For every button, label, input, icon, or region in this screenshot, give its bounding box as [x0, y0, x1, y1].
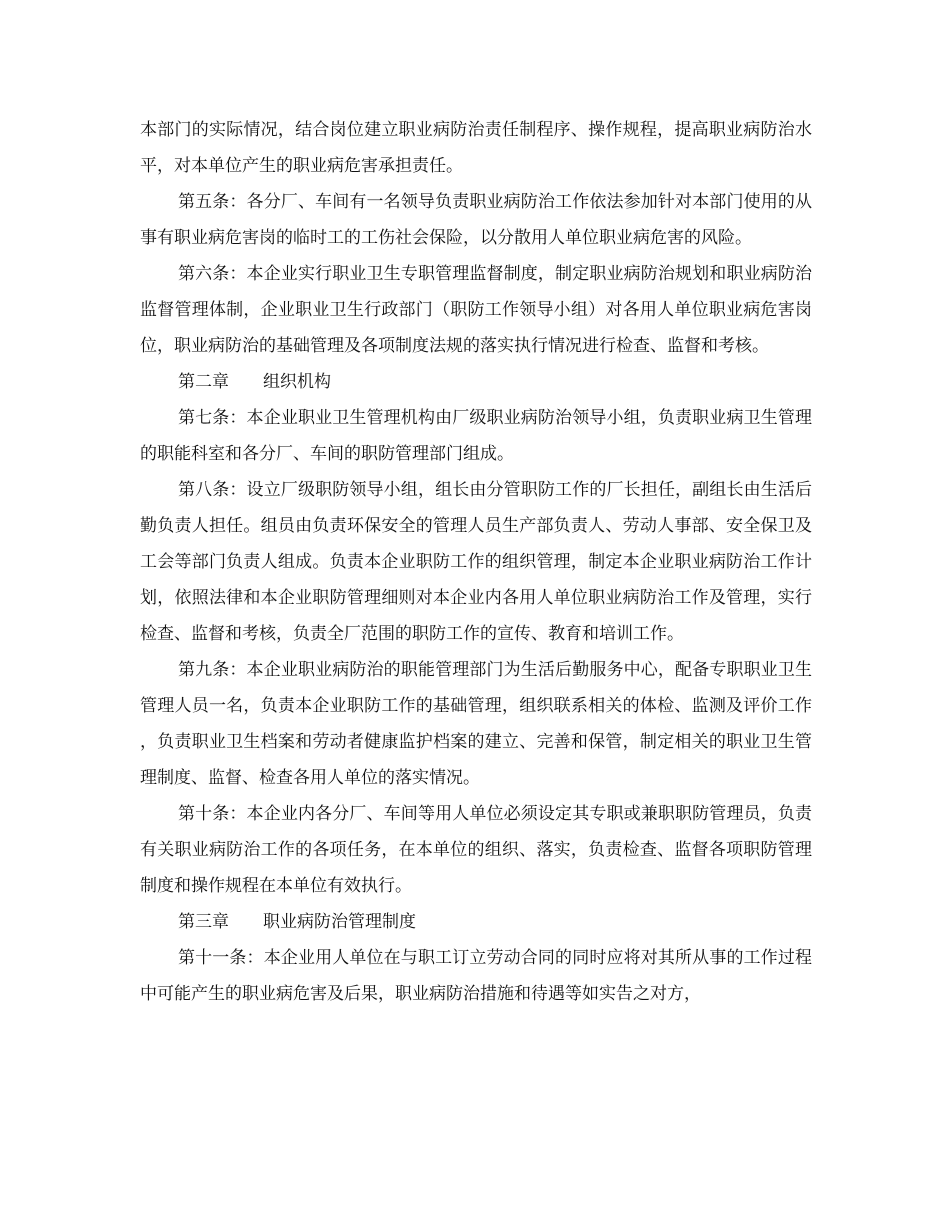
chapter-3-heading: 第三章 职业病防治管理制度: [178, 912, 416, 932]
article-7: 第七条：本企业职业卫生管理机构由厂级职业病防治领导小组，负责职业病卫生管理的职能科室和各分厂、车间的职防管理部门组成。: [140, 408, 812, 464]
paragraph-continuation: 本部门的实际情况，结合岗位建立职业病防治责任制程序、操作规程，提高职业病防治水平，对本单位产生的职业病危害承担责任。: [140, 120, 812, 176]
article-5: 第五条：各分厂、车间有一名领导负责职业病防治工作依法参加针对本部门使用的从事有职业病危害岗的临时工的工伤社会保险，以分散用人单位职业病危害的风险。: [140, 192, 812, 248]
article-11: 第十一条：本企业用人单位在与职工订立劳动合同的同时应将对其所从事的工作过程中可能产生的职业病危害及后果，职业病防治措施和待遇等如实告之对方，: [140, 948, 812, 1004]
document-body: [140, 112, 812, 1012]
article-10: 第十条：本企业内各分厂、车间等用人单位必须设定其专职或兼职职防管理员，负责有关职业病防治工作的各项任务，在本单位的组织、落实，负责检查、监督各项职防管理制度和操作规程在本单位有效执行。: [140, 804, 812, 896]
article-8: 第八条：设立厂级职防领导小组，组长由分管职防工作的厂长担任，副组长由生活后勤负责人担任。组员由负责环保安全的管理人员生产部负责人、劳动人事部、安全保卫及工会等部门负责人组成。负责本企业职防工作的组织管理，制定本企业职业病防治工作计划，依照法律和本企业职防管理细则对本企业内各用人单位职业病防治工作及管理，实行检查、监督和考核，负责全厂范围的职防工作的宣传、教育和培训工作。: [140, 480, 812, 644]
article-6: 第六条：本企业实行职业卫生专职管理监督制度，制定职业病防治规划和职业病防治监督管理体制，企业职业卫生行政部门（职防工作领导小组）对各用人单位职业病危害岗位，职业病防治的基础管理及各项制度法规的落实执行情况进行检查、监督和考核。: [140, 264, 812, 356]
article-9: 第九条：本企业职业病防治的职能管理部门为生活后勤服务中心，配备专职职业卫生管理人员一名，负责本企业职防工作的基础管理，组织联系相关的体检、监测及评价工作，负责职业卫生档案和劳动者健康监护档案的建立、完善和保管，制定相关的职业卫生管理制度、监督、检查各用人单位的落实情况。: [140, 660, 812, 788]
chapter-2-heading: 第二章 组织机构: [178, 372, 331, 392]
